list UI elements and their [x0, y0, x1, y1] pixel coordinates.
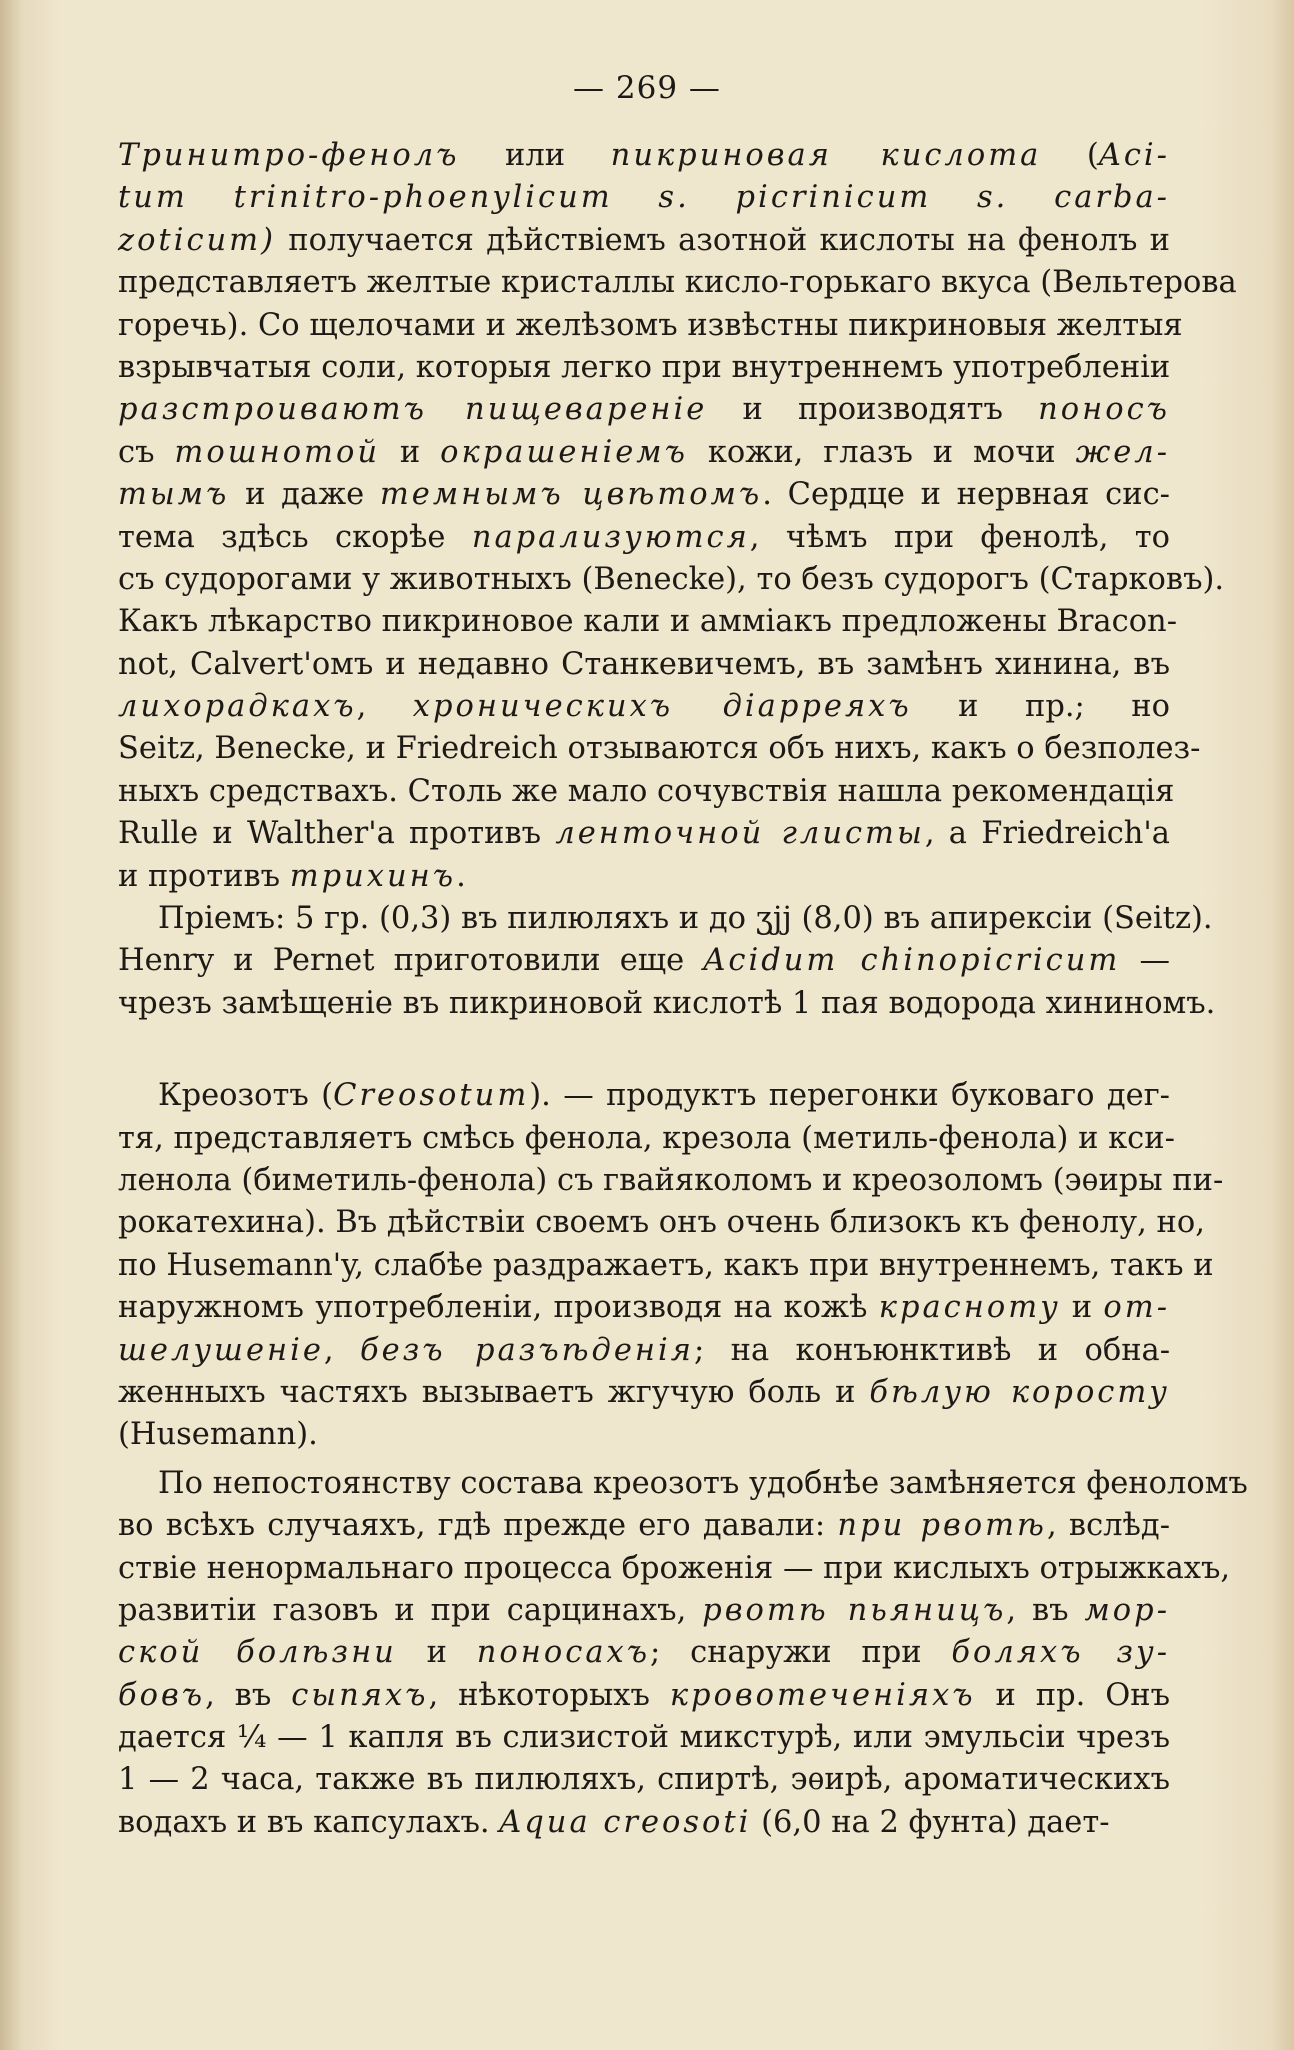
text-run: (Husemann). — [118, 1417, 318, 1453]
text-line — [118, 1590, 1170, 1632]
body-text — [118, 135, 1248, 1844]
text-line — [118, 220, 1170, 262]
paragraph — [118, 898, 1216, 1025]
text-line — [118, 517, 1170, 559]
emphasized-term: поносахъ — [476, 1635, 651, 1671]
text-run: чрезъ замѣщеніе въ пикриновой кислотѣ 1 пая водорода хининомъ. — [118, 985, 1216, 1021]
text-line — [118, 601, 1178, 643]
text-run: и — [396, 1635, 477, 1671]
emphasized-term: безъ разъѣденія — [359, 1332, 694, 1368]
text-line — [118, 1160, 1224, 1202]
text-run: рокатехина). Въ дѣйствіи своемъ онъ очень близокъ къ фенолу, но, — [118, 1205, 1205, 1241]
text-run: , а Friedreich'a — [924, 816, 1170, 852]
text-run: съ судорогами у животныхъ (Benecke), то безъ судорогъ (Старковъ). — [118, 561, 1225, 597]
emphasized-term: ской болѣзни — [118, 1635, 397, 1671]
text-run: и даже — [229, 477, 380, 513]
text-run: По непостоянству состава креозотъ удобнѣе замѣняется феноломъ — [158, 1465, 1248, 1501]
emphasized-term: мор- — [1084, 1592, 1170, 1628]
text-run: представляетъ желтые кристаллы кисло-горькаго вкуса (Вельтерова — [118, 265, 1237, 301]
paragraph — [118, 1463, 1248, 1845]
text-line — [118, 305, 1183, 347]
emphasized-term: темнымъ цвѣтомъ — [379, 477, 763, 513]
text-run: ; снаружи при — [650, 1635, 952, 1671]
emphasized-term: от- — [1103, 1290, 1170, 1326]
text-line — [118, 728, 1201, 770]
text-run: получается дѣйствіемъ азотной кислоты на фенолъ и — [276, 222, 1170, 258]
emphasized-term: кровотеченіяхъ — [669, 1677, 976, 1713]
text-run: дается ¼ — 1 капля въ слизистой микстурѣ, или эмульсіи чрезъ — [118, 1720, 1170, 1756]
text-run: , чѣмъ при фенолѣ, то — [749, 519, 1171, 555]
text-line — [118, 262, 1237, 304]
text-run: и пр.; но — [911, 689, 1170, 725]
emphasized-term: разстроиваютъ пищевареніе — [118, 392, 708, 428]
text-run: ствіе ненормальнаго процесса броженія — при кислыхъ отрыжкахъ, — [118, 1550, 1231, 1586]
text-line — [118, 347, 1170, 389]
text-line — [118, 559, 1225, 601]
text-line — [118, 940, 1170, 982]
emphasized-term: сыпяхъ — [291, 1677, 429, 1713]
page-number: — 269 — — [573, 70, 721, 106]
paragraph — [118, 135, 1237, 898]
text-run: , вслѣд- — [1046, 1508, 1170, 1544]
text-run: , — [323, 1332, 360, 1368]
text-run: ; на конъюнктивѣ и обна- — [693, 1332, 1171, 1368]
text-run: Пріемъ: 5 гр. (0,3) въ пилюляхъ и до ʒjj (8,0) въ апирексіи (Seitz). — [158, 901, 1213, 937]
text-line — [118, 813, 1170, 855]
text-run: и — [379, 434, 441, 470]
text-run: , въ — [205, 1677, 292, 1713]
emphasized-term: тымъ — [118, 477, 230, 513]
text-line — [118, 1505, 1170, 1547]
text-run: наружномъ употребленіи, производя на кожѣ — [118, 1290, 879, 1326]
text-run: ленола (биметиль-фенола) съ гвайяколомъ и креозоломъ (эѳиры пи- — [118, 1162, 1224, 1198]
emphasized-term: Тринитро-фенолъ — [118, 138, 460, 173]
emphasized-term: пикриновая кислота — [610, 138, 1042, 173]
emphasized-term: zoticum) — [118, 222, 276, 258]
text-run: водахъ и въ капсулахъ. — [118, 1804, 500, 1840]
text-line — [118, 1802, 1170, 1844]
emphasized-term: хроническихъ діарреяхъ — [412, 689, 912, 725]
text-line — [118, 177, 1170, 219]
paragraph — [118, 1075, 1224, 1457]
text-run: тема здѣсь скорѣе — [118, 519, 472, 555]
text-run: и противъ — [118, 858, 290, 894]
text-run: Seitz, Benecke, и Friedreich отзываются объ нихъ, какъ о безполез- — [118, 731, 1201, 767]
text-run: съ — [118, 434, 175, 470]
emphasized-term: шелушеніе — [118, 1332, 324, 1368]
text-line — [118, 983, 1216, 1025]
text-line — [118, 1548, 1231, 1590]
text-run: и производятъ — [707, 392, 1039, 428]
emphasized-term: лихорадкахъ — [118, 689, 357, 725]
emphasized-term: ленточной глисты — [555, 816, 925, 852]
text-run: женныхъ частяхъ вызываетъ жгучую боль и — [118, 1374, 870, 1410]
text-line — [118, 1287, 1170, 1329]
emphasized-term: Acidum chinopicricum — [703, 943, 1121, 979]
text-run: — — [1120, 943, 1171, 979]
text-line — [118, 432, 1170, 474]
text-run: или — [459, 138, 611, 173]
text-run: , въ — [1006, 1592, 1085, 1628]
text-line — [118, 1245, 1214, 1287]
emphasized-term: Aqua creosoti — [499, 1804, 752, 1840]
text-run: и пр. Онъ — [975, 1677, 1170, 1713]
text-run: ). — продуктъ перегонки буковаго дег- — [529, 1078, 1170, 1114]
emphasized-term: бѣлую коросту — [869, 1374, 1170, 1410]
text-line — [118, 474, 1170, 516]
emphasized-term: боляхъ зу- — [951, 1635, 1170, 1671]
text-run: . — [456, 858, 466, 894]
emphasized-term: парализуются — [471, 519, 750, 555]
text-line — [118, 1463, 1248, 1505]
text-line — [118, 771, 1175, 813]
emphasized-term: Aci- — [1098, 138, 1170, 173]
text-run: взрывчатыя соли, которыя легко при внутреннемъ употребленіи — [118, 349, 1171, 385]
emphasized-term: тошнотой — [174, 434, 380, 470]
text-run: Rulle и Walther'a противъ — [118, 816, 556, 852]
text-line — [118, 1717, 1170, 1759]
text-line — [118, 1075, 1170, 1117]
text-run: по Husemann'y, слабѣе раздражаетъ, какъ при внутреннемъ, такъ и — [118, 1247, 1214, 1283]
paragraph-gap — [118, 1025, 1170, 1075]
text-run: и — [1060, 1290, 1104, 1326]
text-run: (6,0 на 2 фунта) дает- — [751, 1804, 1110, 1840]
text-run: горечь). Со щелочами и желѣзомъ извѣстны пикриновыя желтыя — [118, 307, 1183, 343]
text-run: Креозотъ ( — [158, 1078, 334, 1114]
text-line — [118, 1759, 1170, 1801]
text-run: , нѣкоторыхъ — [428, 1677, 670, 1713]
text-run: not, Calvert'омъ и недавно Станкевичемъ, въ замѣнъ хинина, въ — [118, 646, 1170, 682]
text-run: Какъ лѣкарство пикриновое кали и амміакъ предложены Bracon- — [118, 604, 1178, 640]
text-line — [118, 898, 1213, 940]
text-line — [118, 1118, 1175, 1160]
text-run: 1 — 2 часа, также въ пилюляхъ, спиртѣ, эѳирѣ, ароматическихъ — [118, 1762, 1170, 1798]
text-line — [118, 1414, 1170, 1456]
emphasized-term: Creosotum — [333, 1078, 530, 1114]
text-run: ( — [1041, 138, 1099, 173]
emphasized-term: окрашеніемъ — [440, 434, 688, 470]
emphasized-term: бовъ — [118, 1677, 206, 1713]
emphasized-term: при рвотѣ — [837, 1508, 1047, 1544]
text-run: ныхъ средствахъ. Столь же мало сочувствія нашла рекомендація — [118, 773, 1175, 809]
text-line — [118, 1330, 1170, 1372]
text-run: развитіи газовъ и при сарцинахъ, — [118, 1592, 703, 1628]
text-run: тя, представляетъ смѣсь фенола, крезола (метиль-фенола) и кси- — [118, 1120, 1175, 1156]
text-line — [118, 686, 1170, 728]
text-line — [118, 1202, 1205, 1244]
text-line — [118, 644, 1170, 686]
emphasized-term: трихинъ — [289, 858, 457, 894]
emphasized-term: жел- — [1075, 434, 1171, 470]
text-line — [118, 135, 1170, 177]
text-line — [118, 1675, 1170, 1717]
emphasized-term: краснотy — [878, 1290, 1061, 1326]
emphasized-term: tum trinitro-phoenylicum s. picrinicum s. carba- — [118, 180, 1170, 216]
text-line — [118, 389, 1170, 431]
text-line — [118, 1632, 1170, 1674]
text-line — [118, 856, 1170, 898]
text-line — [118, 1372, 1170, 1414]
text-run: Henry и Pernet приготовили еще — [118, 943, 704, 979]
emphasized-term: рвотѣ пьяницъ — [702, 1592, 1007, 1628]
text-run: , — [356, 689, 413, 725]
text-run: кожи, глазъ и мочи — [687, 434, 1076, 470]
emphasized-term: поносъ — [1038, 392, 1170, 428]
text-run: . Сердце и нервная сис- — [762, 477, 1170, 513]
text-run: во всѣхъ случаяхъ, гдѣ прежде его давали: — [118, 1508, 838, 1544]
